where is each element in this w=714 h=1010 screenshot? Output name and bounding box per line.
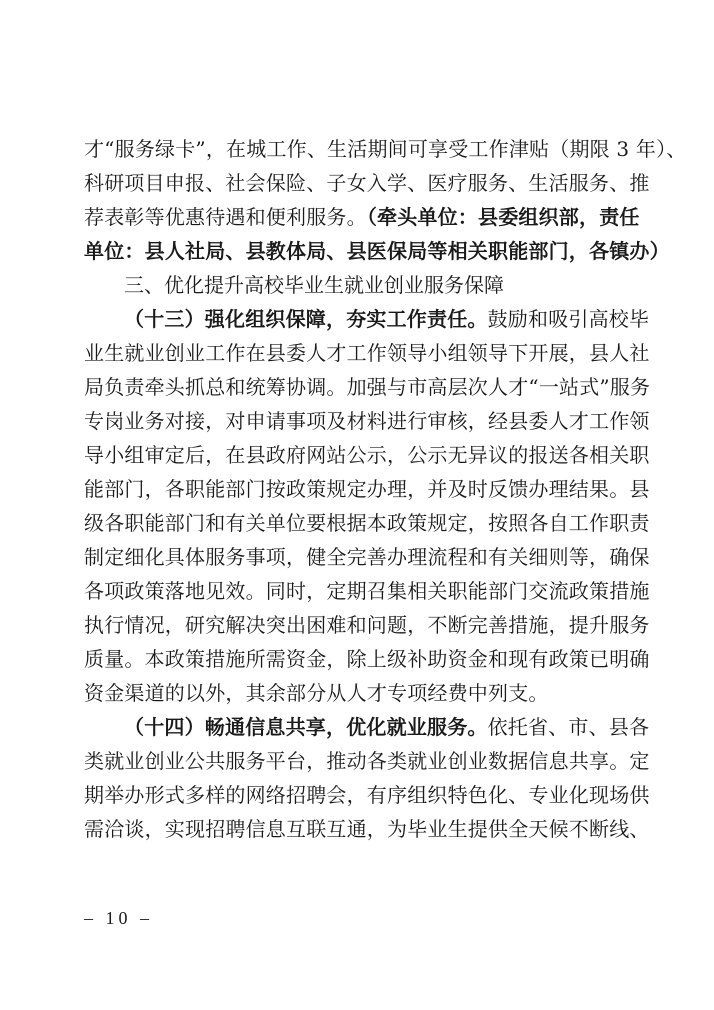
text-line: 专岗业务对接，对申请事项及材料进行审核，经县委人才工作领 xyxy=(84,409,650,433)
text-line: 资金渠道的以外，其余部分从人才专项经费中列支。 xyxy=(84,681,549,705)
text-line: 制定细化具体服务事项，健全完善办理流程和有关细则等，确保 xyxy=(84,545,650,569)
section-heading-block xyxy=(84,268,630,302)
page-number: – 10 – xyxy=(84,908,153,928)
text-line: 级各职能部门和有关单位要根据本政策规定，按照各自工作职责 xyxy=(84,511,650,535)
text-line xyxy=(84,710,650,744)
text-line: 局负责牵头抓总和统筹协调。加强与市高层次人才“一站式”服务 xyxy=(84,375,651,399)
item-13-title: （十三）强化组织保障，夯实工作责任。 xyxy=(124,307,488,331)
responsible-unit-note: （牵头单位：县委组织部，责任 xyxy=(366,205,640,229)
responsible-unit-note-cont: 单位：县人社局、县教体局、县医保局等相关职能部门，各镇办） xyxy=(84,239,670,263)
text-line xyxy=(84,200,640,234)
text-line: 各项政策落地见效。同时，定期召集相关职能部门交流政策措施 xyxy=(84,579,650,603)
item-14-title: （十四）畅通信息共享，优化就业服务。 xyxy=(124,715,488,739)
text-run: 依托省、市、县各 xyxy=(487,715,650,739)
text-line: 期举办形式多样的网络招聘会，有序组织特色化、专业化现场供 xyxy=(84,783,650,807)
text-line: 导小组审定后，在县政府网站公示，公示无异议的报送各相关职 xyxy=(84,443,650,467)
text-line: 科研项目申报、社会保险、子女入学、医疗服务、生活服务、推 xyxy=(84,171,650,195)
item-14-paragraph xyxy=(84,710,650,846)
text-line: 业生就业创业工作在县委人才工作领导小组领导下开展，县人社 xyxy=(84,341,650,365)
text-line: 质量。本政策措施所需资金，除上级补助资金和现有政策已明确 xyxy=(84,647,650,671)
text-line: 类就业创业公共服务平台，推动各类就业创业数据信息共享。定 xyxy=(84,749,650,773)
continuation-paragraph xyxy=(84,132,687,268)
text-run: 鼓励和吸引高校毕 xyxy=(487,307,650,331)
text-line: 执行情况，研究解决突出困难和问题，不断完善措施，提升服务 xyxy=(84,613,650,637)
text-line xyxy=(84,302,650,336)
text-line: 需洽谈，实现招聘信息互联互通，为毕业生提供全天候不断线、 xyxy=(84,817,650,841)
text-line: 能部门，各职能部门按政策规定办理，并及时反馈办理结果。县 xyxy=(84,477,650,501)
item-13-paragraph xyxy=(84,302,651,710)
section-heading: 三、优化提升高校毕业生就业创业服务保障 xyxy=(124,273,504,297)
text-run: 荐表彰等优惠待遇和便利服务。 xyxy=(84,205,367,229)
text-line: 才“服务绿卡”，在城工作、生活期间可享受工作津贴（期限 3 年）、 xyxy=(84,137,687,161)
